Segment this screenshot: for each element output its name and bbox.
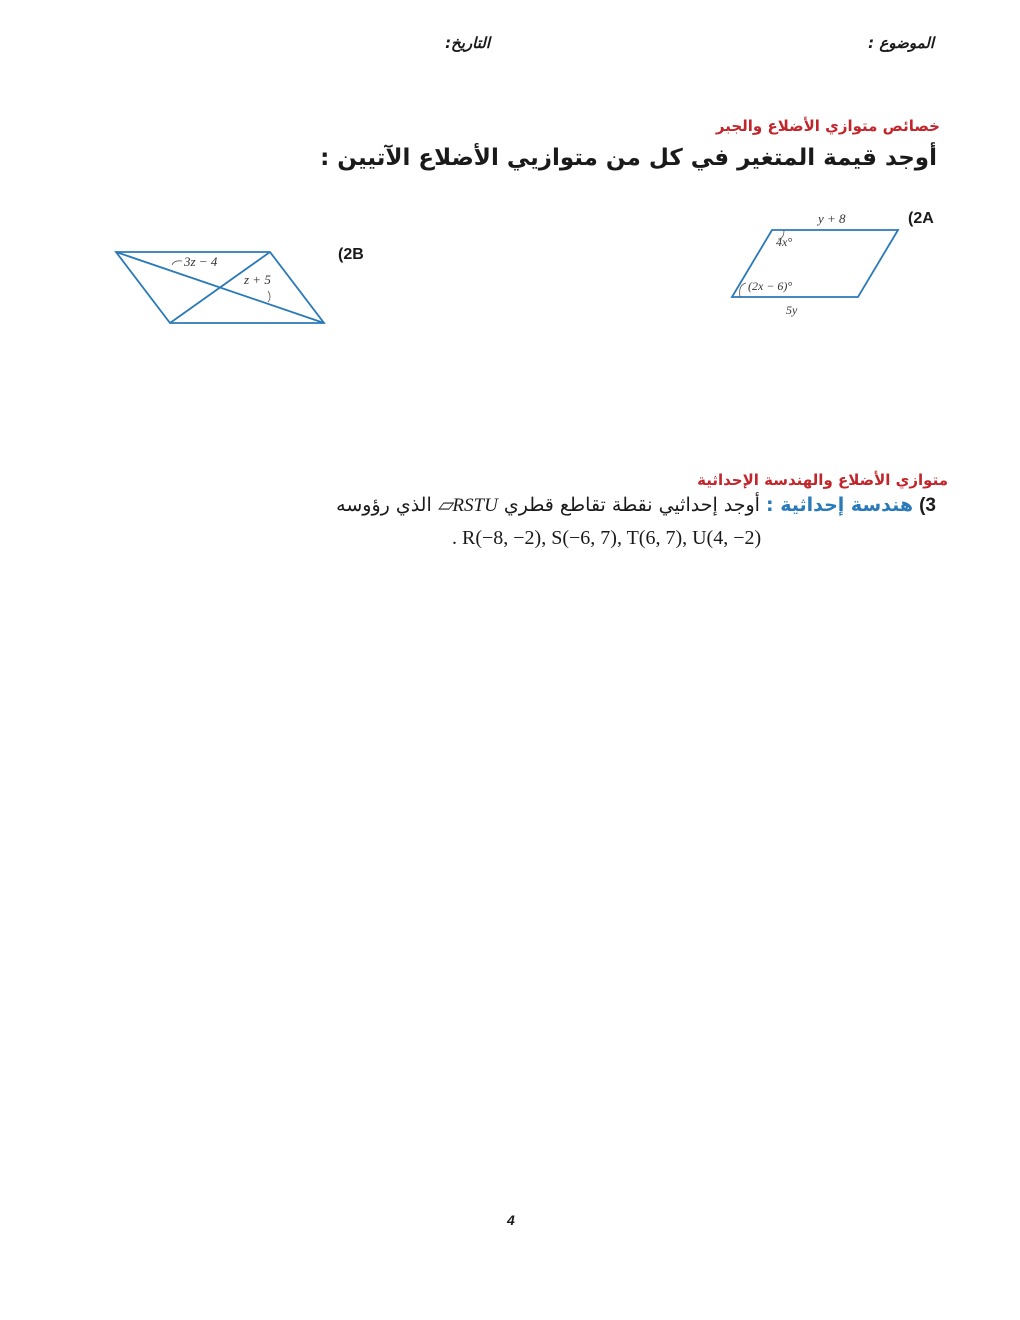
segment-label-3z-4: 3z − 4 [184,254,218,269]
subject-label: الموضوع : [868,34,934,52]
problem-3-text-before: أوجد إحداثيي نقطة تقاطع قطري [503,494,760,516]
problem-3-number: 3) [919,495,936,516]
problem-3-text-after: الذي رؤوسه [336,494,432,516]
angle-arc-bottom [740,283,746,297]
segment-label-z-5: z + 5 [244,272,271,287]
section-title-coordinate-geometry: متوازي الأضلاع والهندسة الإحداثية [697,471,948,489]
side-label-top: y + 8 [818,211,846,226]
page-number: 4 [507,1212,515,1228]
date-label: التاريخ: [445,34,490,52]
pointer-segment-a [172,261,182,265]
figure-2b-parallelogram [110,245,330,330]
section-title-parallelogram-algebra: خصائص متوازي الأضلاع والجبر [715,117,940,135]
pointer-segment-b [268,291,270,302]
problem-3-line-1 [336,494,936,517]
problem-2a-label: (2A [908,210,934,227]
parallelogram-name: ▱RSTU [437,495,498,516]
problem-3-vertices: . R(−8, −2), S(−6, 7), T(6, 7), U(4, −2) [452,527,762,549]
problem-3-topic: هندسة إحداثية : [766,494,914,516]
instruction-text: أوجد قيمة المتغير في كل من متوازيي الأضلاع الآتيين : [320,145,937,171]
problem-2b-label: (2B [338,246,364,263]
angle-label-top: 4x° [776,235,793,249]
figure-2a-parallelogram [720,205,910,320]
angle-label-bottom: (2x − 6)° [748,279,793,293]
side-label-bottom: 5y [786,303,798,317]
